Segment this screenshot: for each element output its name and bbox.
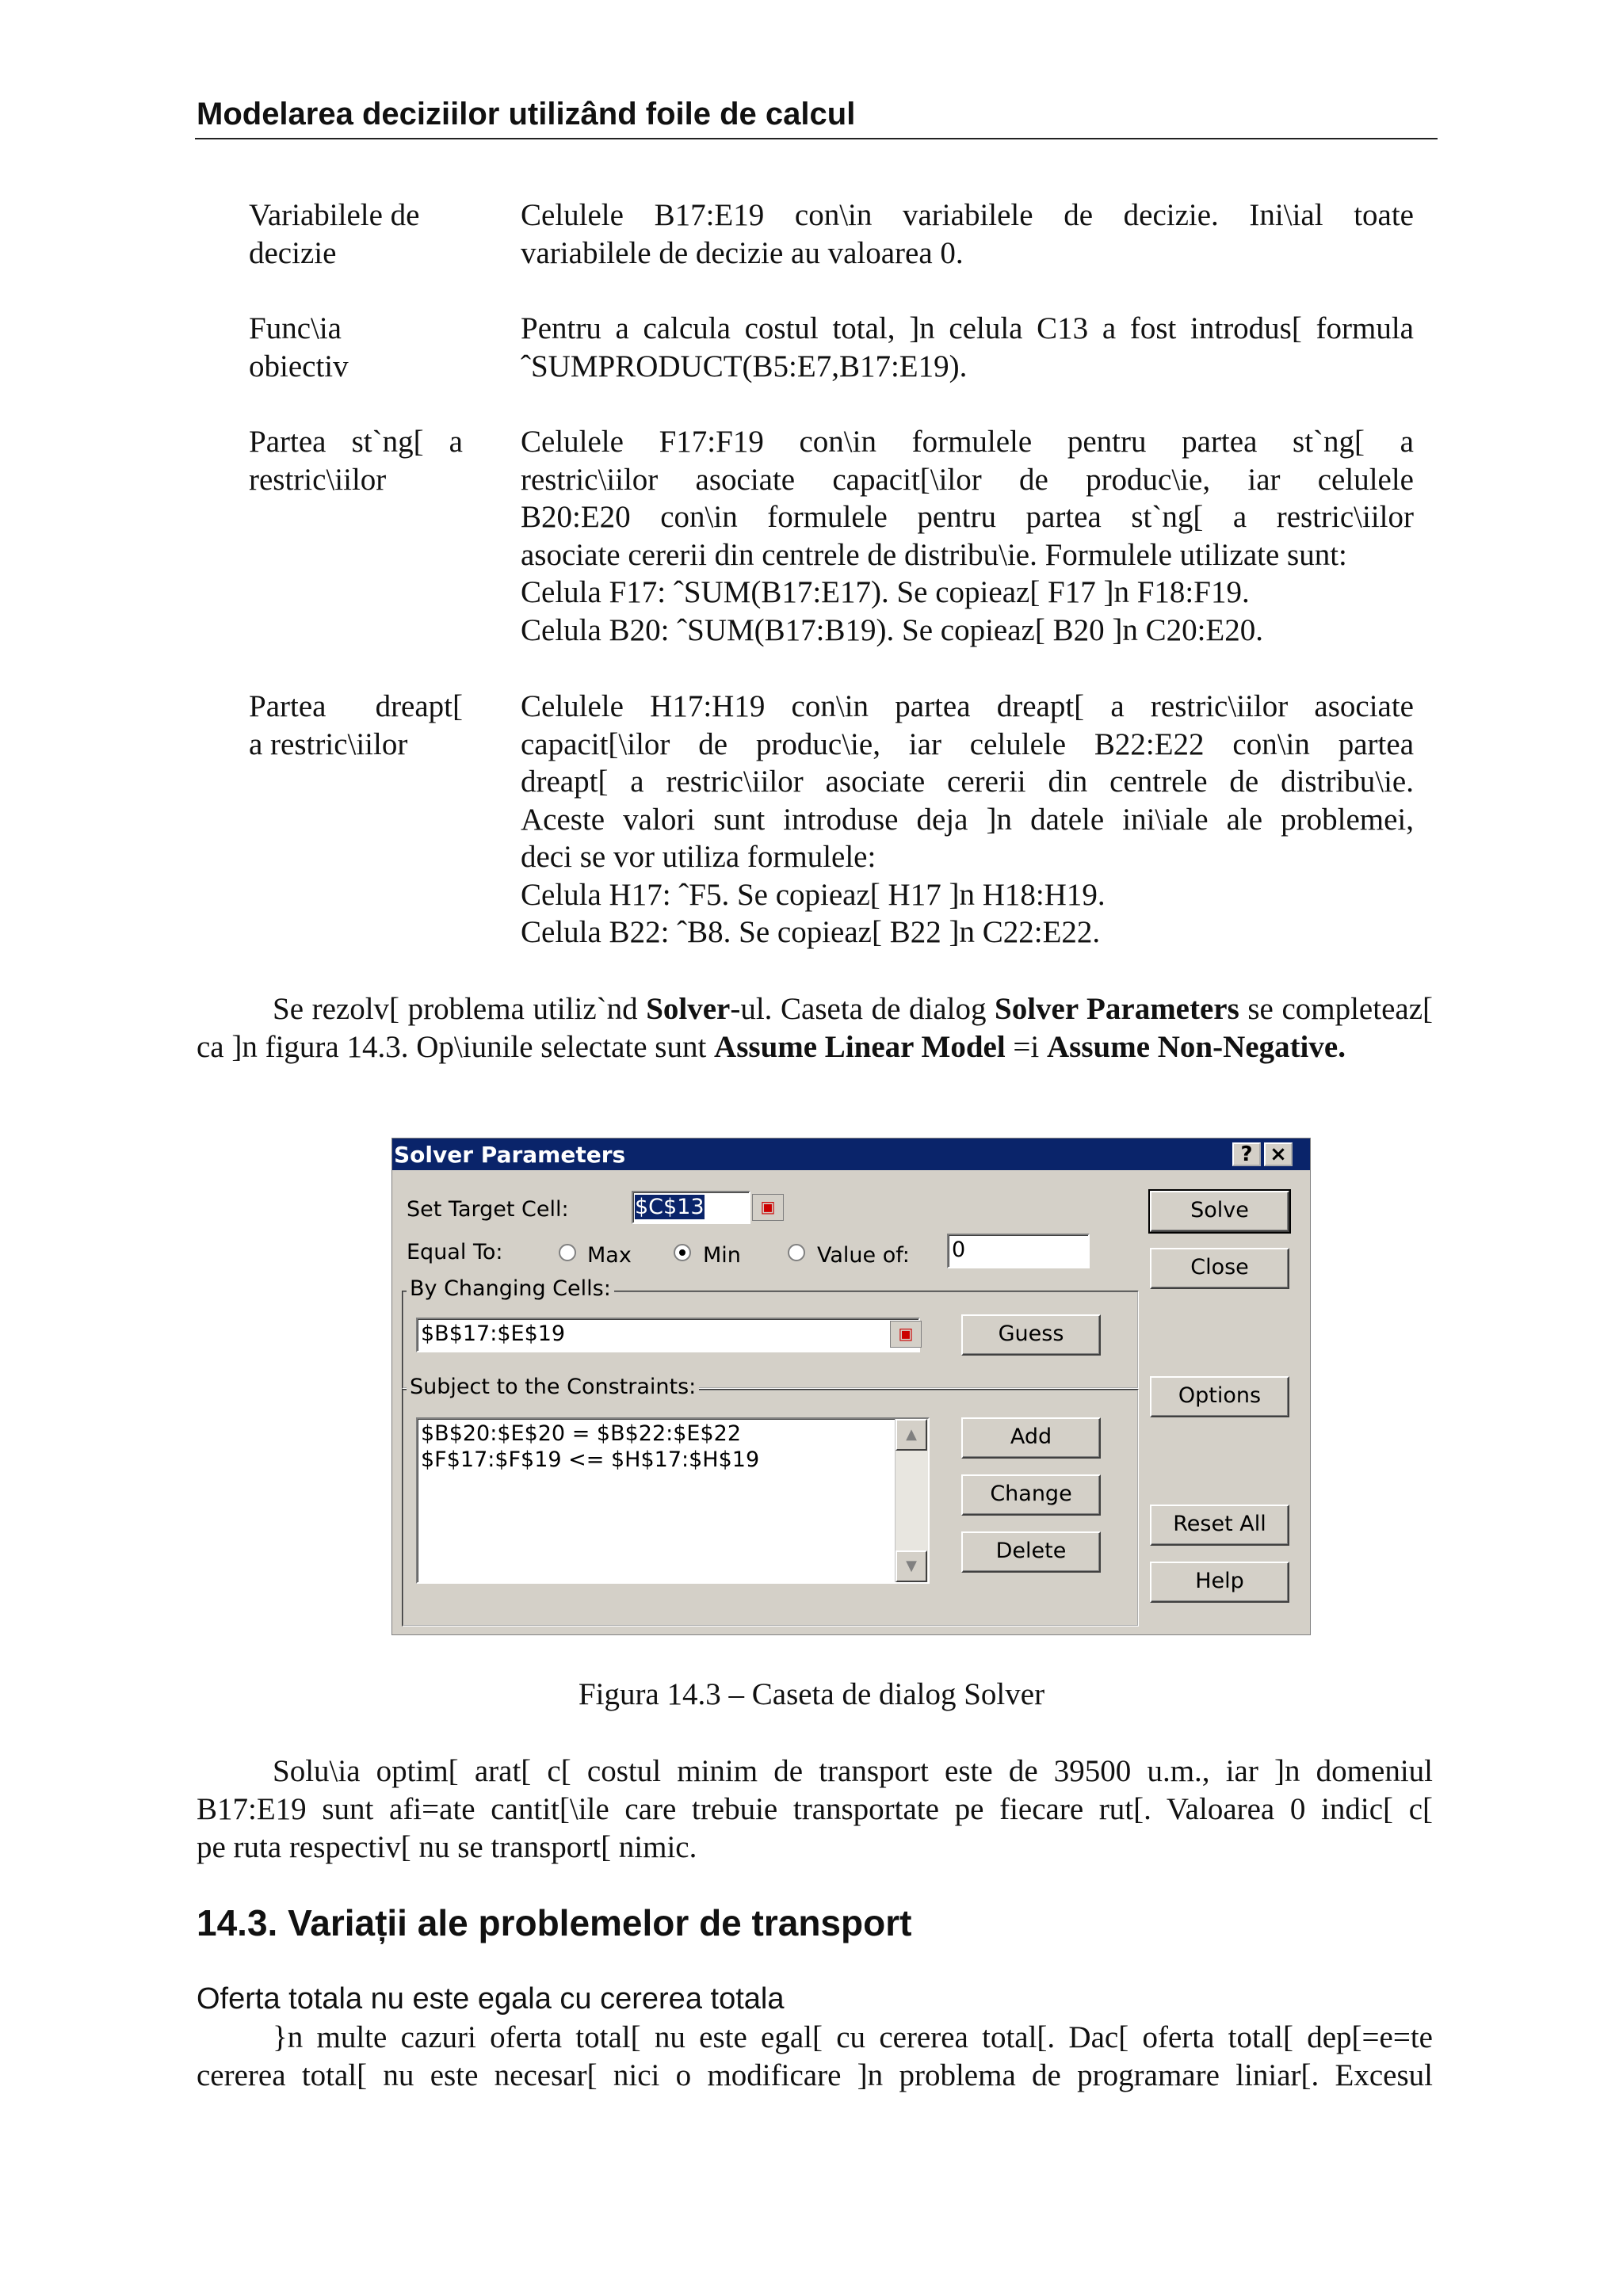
constraint-item[interactable]: $F$17:$F$19 <= $H$17:$H$19 <box>421 1447 760 1472</box>
solution-paragraph <box>197 1753 1433 1867</box>
definition-term <box>249 196 463 272</box>
last-paragraph <box>197 2019 1433 2095</box>
dialog-titlebar <box>392 1138 1310 1170</box>
desc-line: Celula F17: ˆSUM(B17:E17). Se copieaz[ F17 ]n F18:F19. <box>521 575 1250 609</box>
delete-button[interactable]: Delete <box>961 1531 1101 1573</box>
term-line: a restric\iilor <box>249 727 408 761</box>
desc-line: ˆSUMPRODUCT(B5:E7,B17:E19). <box>521 349 968 383</box>
text-run: se completeaz[ ca ]n figura 14.3. Op\iunile selectate sunt <box>197 992 1433 1064</box>
radio-min-label: Min <box>703 1243 741 1268</box>
term-line: Variabilele de <box>249 198 420 232</box>
collapse-dialog-icon[interactable]: ▣ <box>752 1194 784 1221</box>
term-line: restric\iilor <box>249 462 387 497</box>
solve-button[interactable]: Solve <box>1150 1191 1289 1232</box>
bold-run: Assume Non-Negative. <box>1047 1030 1346 1064</box>
constraints-list[interactable] <box>416 1417 930 1584</box>
solver-parameters-dialog <box>391 1138 1311 1635</box>
radio-value-of-label: Value of: <box>817 1243 910 1268</box>
desc-line: Celula B20: ˆSUM(B17:B19). Se copieaz[ B20 ]n C20:E20. <box>521 612 1263 647</box>
desc-line: restric\iilor asociate capacit[\ilor de produc\ie, iar celulele <box>521 462 1414 497</box>
help-icon[interactable]: ? <box>1232 1142 1261 1166</box>
desc-line: B20:E20 con\in formulele pentru partea st`ng[ a restric\iilor <box>521 500 1414 534</box>
scroll-down-icon[interactable]: ▼ <box>896 1550 927 1582</box>
desc-line: Celulele F17:F19 con\in formulele pentru partea st`ng[ a <box>521 425 1414 459</box>
radio-min[interactable] <box>674 1244 691 1261</box>
desc-line: Celulele B17:E19 con\in variabilele de decizie. Ini\ial toate <box>521 198 1414 232</box>
figure-caption: Figura 14.3 – Caseta de dialog Solver <box>578 1677 1045 1711</box>
changing-cells-label: By Changing Cells: <box>407 1276 614 1301</box>
bold-run: Assume Linear Model <box>714 1030 1006 1064</box>
constraints-scrollbar[interactable] <box>895 1419 928 1582</box>
options-button[interactable]: Options <box>1150 1376 1289 1417</box>
desc-line: deci se vor utiliza formulele: <box>521 840 876 874</box>
term-line: Func\ia <box>249 311 342 345</box>
page-header: Modelarea deciziilor utilizând foile de calcul <box>197 97 856 132</box>
help-button[interactable]: Help <box>1150 1562 1289 1603</box>
bold-run: Solver <box>646 992 731 1026</box>
desc-line: Celula B22: ˆB8. Se copieaz[ B22 ]n C22:E22. <box>521 915 1101 949</box>
constraint-item[interactable]: $B$20:$E$20 = $B$22:$E$22 <box>421 1421 741 1446</box>
desc-line: variabilele de decizie au valoarea 0. <box>521 235 964 270</box>
definition-desc <box>521 196 1414 272</box>
add-button[interactable]: Add <box>961 1417 1101 1459</box>
set-target-field[interactable] <box>632 1191 750 1224</box>
desc-line: Aceste valori sunt introduse deja ]n datele ini\iale ale problemei, <box>521 802 1414 837</box>
bold-run: Solver Parameters <box>995 992 1239 1026</box>
equal-to-label: Equal To: <box>407 1240 503 1264</box>
guess-button[interactable]: Guess <box>961 1314 1101 1356</box>
text-run: -ul. Caseta de dialog <box>730 992 995 1026</box>
definition-desc <box>521 688 1414 952</box>
term-line: decizie <box>249 235 337 270</box>
set-target-label: Set Target Cell: <box>407 1197 569 1222</box>
desc-line: capacit[\ilor de produc\ie, iar celulele B22:E22 con\in partea <box>521 727 1414 761</box>
text-run: =i <box>1005 1030 1047 1064</box>
close-icon[interactable]: × <box>1264 1142 1293 1166</box>
header-divider <box>195 138 1438 139</box>
close-button[interactable]: Close <box>1150 1248 1289 1289</box>
changing-cells-field[interactable]: $B$17:$E$19 <box>416 1318 920 1352</box>
term-line: obiectiv <box>249 349 349 383</box>
paragraph-line: }n multe cazuri oferta total[ nu este egal[ cu cererea total[. Dac[ oferta total[ dep[=e=te <box>273 2020 1433 2054</box>
constraints-label: Subject to the Constraints: <box>407 1375 699 1399</box>
desc-line: dreapt[ a restric\iilor asociate cererii din centrele de distribu\ie. <box>521 765 1414 799</box>
paragraph-line: cererea total[ nu este necesar[ nici o modificare ]n problema de programare liniar[. Excesul <box>197 2058 1433 2092</box>
set-target-value: $C$13 <box>635 1195 705 1219</box>
dialog-title: Solver Parameters <box>394 1142 626 1168</box>
radio-value-of[interactable] <box>788 1244 805 1261</box>
definition-term <box>249 310 463 385</box>
radio-max[interactable] <box>559 1244 576 1261</box>
section-heading: 14.3. Variații ale problemelor de transport <box>197 1902 912 1943</box>
definition-term <box>249 688 463 763</box>
definition-term <box>249 423 463 498</box>
term-line: Partea dreapt[ <box>249 689 463 723</box>
desc-line: Celulele H17:H19 con\in partea dreapt[ a restric\iilor asociate <box>521 689 1414 723</box>
value-of-field[interactable]: 0 <box>947 1234 1090 1268</box>
desc-line: Pentru a calcula costul total, ]n celula C13 a fost introdus[ formula <box>521 311 1414 345</box>
desc-line: Celula H17: ˆF5. Se copieaz[ H17 ]n H18:H19. <box>521 877 1106 912</box>
definition-desc <box>521 423 1414 649</box>
desc-line: asociate cererii din centrele de distribu\ie. Formulele utilizate sunt: <box>521 537 1347 572</box>
reset-all-button[interactable]: Reset All <box>1150 1505 1289 1546</box>
change-button[interactable]: Change <box>961 1474 1101 1516</box>
scroll-up-icon[interactable]: ▲ <box>896 1419 927 1451</box>
paragraph-line: B17:E19 sunt afi=ate cantit[\ile care trebuie transportate pe fiecare rut[. Valoarea 0 indic[ c[ <box>197 1792 1433 1826</box>
paragraph-line: pe ruta respectiv[ nu se transport[ nimic. <box>197 1830 697 1864</box>
term-line: Partea st`ng[ a <box>249 425 463 459</box>
text-run: Se rezolv[ problema utiliz`nd <box>273 992 647 1026</box>
paragraph-line: Solu\ia optim[ arat[ c[ costul minim de transport este de 39500 u.m., iar ]n domeniul <box>273 1754 1433 1788</box>
intro-paragraph <box>197 990 1433 1066</box>
subheading: Oferta totala nu este egala cu cererea totala <box>197 1982 785 2016</box>
definition-desc <box>521 310 1414 385</box>
radio-max-label: Max <box>587 1243 632 1268</box>
collapse-dialog-icon[interactable]: ▣ <box>890 1321 922 1348</box>
